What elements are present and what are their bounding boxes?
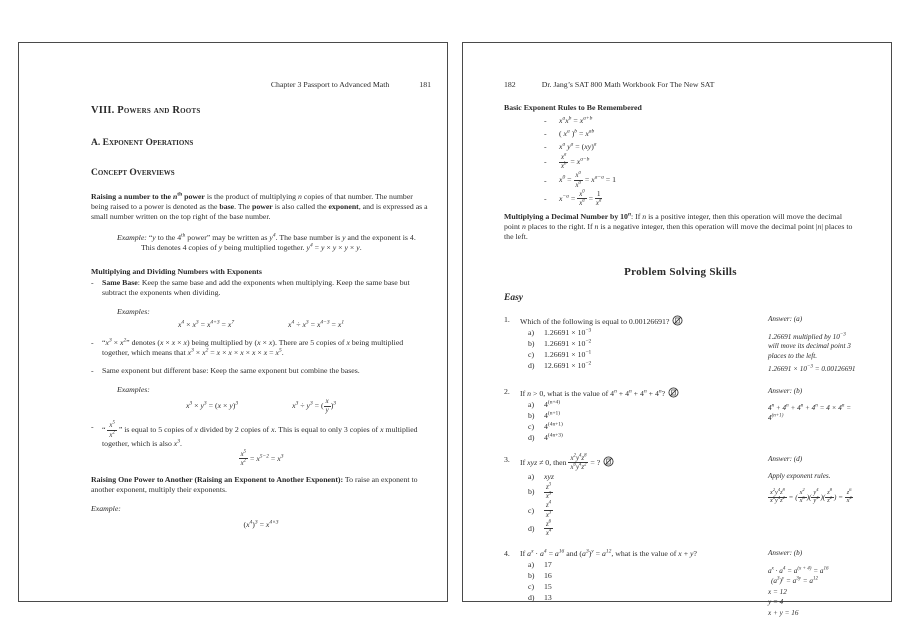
question-4-answer-column — [760, 549, 857, 618]
option-letter: c) — [528, 421, 535, 431]
question-number: 1. — [504, 315, 510, 325]
formula-row-3 — [91, 451, 431, 467]
question-stem-text: If xyz ≠ 0, then — [520, 457, 569, 467]
option-text: $4^{(n+4)}$ — [544, 399, 561, 409]
fraction-numerator: 1 — [596, 190, 601, 198]
answer-explanation: 1.26691 multiplied by $10^{-3}$ will move its decimal point 3 places to the left. — [768, 332, 851, 360]
fraction-bullet-text — [102, 422, 431, 448]
question-3-answer-column — [760, 455, 857, 506]
fraction — [768, 486, 787, 506]
formula-fragment: $x^{-a}$ = — [559, 193, 578, 203]
right-page — [462, 42, 892, 617]
answer-explanation: x = 12 — [768, 587, 787, 596]
question-2-stem-row — [504, 387, 760, 399]
option-d — [504, 593, 760, 603]
fraction-numerator: $x^5$ — [109, 421, 115, 430]
fraction-denominator: $x^2$ — [240, 458, 247, 467]
fraction-denominator: $x^4$ — [846, 495, 852, 505]
fraction — [544, 502, 553, 518]
right-page-header — [504, 80, 857, 90]
option-a — [504, 328, 760, 338]
question-3 — [504, 455, 857, 538]
fraction — [595, 191, 602, 207]
page-number-left: 181 — [419, 80, 431, 89]
fraction-numerator: $z^8$ — [825, 490, 834, 498]
answer-explanation: $a^x \cdot a^4 = a^{(x + 4)} = a^{16}$ — [768, 566, 829, 575]
option-d — [504, 433, 760, 443]
raising-power-heading: Raising One Power to Another (Raising an Exponent to Another Exponent): To raise an exponent to another exponent, multiply their exponents. — [91, 475, 418, 495]
option-c — [504, 502, 760, 518]
question-number: 3. — [504, 454, 510, 464]
option-b — [504, 571, 760, 581]
fraction-numerator: $x^0$ — [579, 189, 585, 198]
question-3-stem-row — [504, 455, 760, 471]
option-letter: b) — [528, 410, 535, 420]
fraction — [544, 521, 553, 537]
option-b — [504, 339, 760, 349]
fraction-numerator: $z^4$ — [546, 501, 552, 510]
answer-explanation-formula — [768, 486, 857, 506]
rule-item — [504, 154, 857, 170]
formula-fragment: $x^0$ = — [559, 174, 574, 185]
problem-solving-skills-title: Problem Solving Skills — [624, 266, 737, 279]
fraction-denominator: $x^6y^4z^2$ — [770, 495, 785, 505]
answer-label: Answer: (a) — [768, 315, 803, 324]
answer-explanation: $(a^3)^y = a^{3y} = a^{12}$ — [771, 576, 819, 586]
rule-formula: $x^a$ $y^a = (xy)^a$ — [559, 140, 597, 151]
formula-div-same-base: $x^4 \div x^3 = x^{4-3} = x^1$ — [288, 319, 345, 329]
option-letter: a) — [528, 399, 535, 409]
powers-and-roots-title: VIII. Powers and Roots — [91, 105, 201, 116]
fraction — [825, 486, 834, 506]
question-3-main — [504, 455, 760, 538]
fraction-denominator: $x^6$ — [799, 495, 805, 505]
fraction-denominator: $x^a$ — [575, 180, 581, 189]
formula-row-2 — [91, 398, 431, 414]
bullet-dash: - — [91, 366, 94, 375]
question-4 — [504, 549, 857, 618]
exponent-rules-heading: Basic Exponent Rules to Be Remembered — [504, 103, 642, 112]
fraction-numerator: $x^a$ — [575, 171, 581, 180]
option-letter: b) — [528, 339, 535, 349]
answer-explanation: $1.26691 \times 10^{-3} = 0.00126691$ — [768, 364, 856, 374]
option-letter: b) — [528, 487, 535, 497]
option-a — [504, 400, 760, 410]
option-letter: c) — [528, 505, 535, 515]
question-number: 4. — [504, 549, 510, 559]
option-letter: d) — [528, 523, 535, 533]
fraction-denominator: $x^4$ — [545, 528, 552, 537]
fraction — [798, 486, 807, 506]
fraction-denominator: $x^2$ — [109, 430, 115, 439]
fraction-denominator: $x^3$ — [545, 491, 552, 501]
fraction — [577, 191, 586, 207]
question-stem: If $a^x \cdot a^4 = a^{16}$ and $(a^3)^y = a^{12}$, what is the value of x + y? — [520, 548, 697, 559]
bullet-dash: - — [91, 422, 94, 432]
fraction-denominator: y — [325, 407, 329, 415]
option-text: $1.26691 \times 10^{-3}$ — [544, 327, 592, 338]
fraction-numerator: $x^2$ — [798, 490, 807, 498]
formula-row-4: $(x^4)^3 = x^{4\times 3}$ — [243, 519, 279, 530]
formula-fragment: )$^3$ — [330, 400, 337, 410]
formula-mult-same-base: $x^4 \times x^3 = x^{4+3} = x^7$ — [177, 319, 235, 329]
answer-explanation: Apply exponent rules. — [768, 472, 831, 481]
question-stem-text: Which of the following is equal to 0.00126691? — [520, 317, 670, 327]
formula-fragment: = — [586, 193, 595, 203]
option-letter: c) — [528, 350, 535, 360]
option-text: 16 — [544, 571, 552, 581]
question-1 — [504, 315, 857, 375]
copies-text: “$x^3 \times x^2$” denotes (x × x × x) being multiplied by (x × x). There are 5 copies of x being multiplied together, which means that $x^3 \times x^2 = x \times x \times x \times x \times x = x^5$. — [102, 337, 404, 357]
answer-explanation: x + y = 16 — [768, 608, 799, 617]
answer-label: Answer: (d) — [768, 454, 803, 463]
bullet-dash: - — [544, 175, 547, 185]
rule-item — [504, 128, 857, 139]
answer-label: Answer: (b) — [768, 386, 803, 395]
question-stem — [520, 315, 760, 327]
question-number: 2. — [504, 386, 510, 396]
multiplying-dividing-heading: Multiplying and Dividing Numbers with Exponents — [91, 267, 262, 276]
fraction-numerator: $x^2y^4z^8$ — [570, 453, 587, 462]
fraction — [544, 484, 553, 500]
intro-paragraph: Raising a number to the $n^{th}$ power is the product of multiplying n copies of that number. The number being raised to a power is denoted as the base. The power is also called the exponent, and is expressed as a small number written on the top right of the base number. — [91, 191, 428, 221]
formula-row-1 — [91, 320, 431, 330]
option-c — [504, 422, 760, 432]
fraction-denominator: $x^6y^4z^2$ — [570, 462, 587, 471]
answer-explanation: y = 4 — [768, 598, 784, 607]
question-2-main — [504, 387, 760, 443]
fraction-numerator: $x^5$ — [240, 449, 247, 458]
bullet-dash: - — [544, 193, 547, 203]
fraction-denominator: $z^2$ — [827, 495, 832, 505]
option-text: $12.6691 \times 10^{-2}$ — [544, 360, 592, 371]
book-title-header: Dr. Jang’s SAT 800 Math Workbook For The New SAT — [541, 80, 715, 89]
formula-mult-diff-base: $x^3 \times y^3 = (x \times y)^3$ — [185, 400, 239, 411]
formula-fragment: “ — [102, 425, 108, 435]
option-c — [504, 350, 760, 360]
question-1-stem-row — [504, 315, 760, 327]
question-2 — [504, 387, 857, 443]
option-letter: d) — [528, 361, 535, 371]
exponent-operations-title: A. Exponent Operations — [91, 138, 194, 148]
fraction-denominator: $x^a$ — [595, 198, 602, 207]
formula-fragment: )( — [806, 493, 812, 502]
option-letter: a) — [528, 560, 535, 570]
bullet-dash: - — [544, 128, 547, 138]
no-calculator-icon — [603, 456, 614, 467]
rule-item — [504, 141, 857, 152]
formula-fragment: ) = — [833, 493, 845, 502]
question-1-main — [504, 315, 760, 371]
rule-formula: $x^ax^b = x^{a+b}$ — [559, 114, 593, 125]
option-c — [504, 582, 760, 592]
option-text: $4^{(4n+3)}$ — [544, 432, 563, 442]
example-paragraph: Example: “y to the 4th power” may be written as $y^4$. The base number is y and the exponent is 4. This denotes 4 copies of y being multiplied together. $y^4 = y \times y \times y \times y$. — [117, 232, 416, 252]
fraction — [574, 172, 583, 188]
option-d — [504, 361, 760, 371]
fraction — [845, 486, 854, 506]
option-d — [504, 521, 760, 537]
question-stem-text: If n > 0, what is the value of $4^n + 4^n + 4^n + 4^n$? — [520, 388, 666, 398]
option-text: $1.26691 \times 10^{-1}$ — [544, 349, 592, 360]
same-exponent-bullet — [91, 366, 431, 376]
formula-fragment: = $x^{5-2} = x^3$ — [248, 453, 284, 463]
option-text: 17 — [544, 560, 552, 570]
question-4-stem-row — [504, 549, 760, 559]
question-2-answer-column — [760, 387, 857, 424]
formula-fragment: )( — [820, 493, 826, 502]
no-calculator-icon — [668, 387, 679, 398]
option-text: $1.26691 \times 10^{-2}$ — [544, 338, 592, 349]
formula-fragment: = $x^{a-a} = 1$ — [582, 174, 617, 185]
rule-item — [504, 172, 857, 188]
fraction-denominator: $x^b$ — [561, 161, 567, 171]
rule-item — [504, 191, 857, 207]
question-4-main — [504, 549, 760, 603]
answer-explanation: $4^n + 4^n + 4^n + 4^n = 4 \times 4^n = 4^{(n+1)}$ — [768, 403, 852, 422]
formula-fragment: $x^3 \div y^3$ = ( — [292, 400, 324, 410]
option-text: $4^{(4n+1)}$ — [544, 421, 563, 431]
fraction-numerator: $z^6$ — [546, 519, 552, 528]
option-letter: b) — [528, 571, 535, 581]
option-b — [504, 411, 760, 421]
easy-label: Easy — [504, 293, 523, 304]
rule-formula — [559, 191, 602, 207]
left-page — [18, 42, 448, 602]
fraction — [568, 455, 588, 471]
formula-fragment: ” is equal to 5 copies of x divided by 2 copies of x. This is equal to only 3 copies of x multiplied together, which is also $x^3$. — [102, 425, 418, 448]
formula-fragment: = ( — [786, 493, 798, 502]
decimal-multiplication-paragraph: Multiplying a Decimal Number by 10$^n$: If n is a positive integer, then this operation will move the decimal point n places to the right. If n is a negative integer, then this operation will move the decimal point |n| places to the left. — [504, 211, 853, 242]
option-text: xyz — [544, 472, 554, 481]
option-letter: c) — [528, 582, 535, 592]
question-stem — [520, 387, 760, 399]
rule-formula: ( $x^a$ )$^b = x^{ab}$ — [559, 127, 595, 138]
examples-label: Examples: — [117, 385, 150, 394]
fraction — [324, 398, 331, 414]
option-letter: a) — [528, 472, 535, 481]
question-stem — [520, 455, 760, 471]
bullet-dash: - — [544, 141, 547, 151]
option-text: $4^{(n+1)}$ — [544, 410, 561, 420]
option-text: 13 — [544, 593, 552, 603]
bullet-dash: - — [91, 338, 94, 347]
bullet-dash: - — [91, 278, 94, 287]
bullet-dash: - — [544, 115, 547, 125]
fraction — [107, 422, 116, 438]
formula-fragment: = $x^{a-b}$ — [568, 156, 590, 166]
fraction-numerator: $z^6$ — [845, 490, 854, 498]
fraction-numerator: $y^4$ — [811, 490, 820, 498]
fraction-denominator: $x^a$ — [579, 198, 585, 207]
fraction-denominator: $x^3$ — [545, 510, 552, 519]
same-base-text: Same Base: Keep the same base and add the exponents when multiplying. Keep the same base but subtract the exponents when dividing. — [102, 278, 410, 297]
question-1-answer-column — [760, 315, 857, 375]
option-letter: a) — [528, 328, 535, 338]
chapter-header: Chapter 3 Passport to Advanced Math — [270, 80, 390, 89]
fraction-numerator: $x^2y^4z^8$ — [768, 490, 787, 498]
concept-overviews-title: Concept Overviews — [91, 168, 175, 178]
option-b — [504, 484, 760, 500]
left-page-header — [91, 80, 431, 90]
rule-item — [504, 115, 857, 126]
fraction-numerator: $z^3$ — [546, 482, 552, 491]
option-letter: d) — [528, 593, 535, 603]
option-a — [504, 472, 760, 482]
rule-formula — [559, 154, 589, 170]
option-letter: d) — [528, 432, 535, 442]
fraction-bullet — [91, 422, 431, 448]
copies-bullet — [91, 338, 431, 358]
same-exponent-text: Same exponent but different base: Keep the same exponent but combine the bases. — [102, 366, 360, 375]
answer-label: Answer: (b) — [768, 549, 803, 558]
fraction-numerator: x — [325, 398, 329, 405]
example-label: Example: — [91, 504, 121, 514]
option-a — [504, 560, 760, 570]
question-stem-text: = ? — [588, 457, 601, 467]
page-number-right: 182 — [504, 80, 516, 89]
fraction-numerator: $x^a$ — [561, 152, 567, 161]
fraction-denominator: $y^4$ — [813, 495, 819, 505]
option-text: 15 — [544, 582, 552, 592]
examples-label: Examples: — [117, 307, 150, 316]
same-base-bullet — [91, 278, 431, 298]
bullet-dash: - — [544, 157, 547, 167]
no-calculator-icon — [672, 315, 683, 326]
formula-div-diff-base — [292, 398, 336, 414]
fraction — [239, 451, 248, 467]
rule-formula — [559, 172, 616, 188]
